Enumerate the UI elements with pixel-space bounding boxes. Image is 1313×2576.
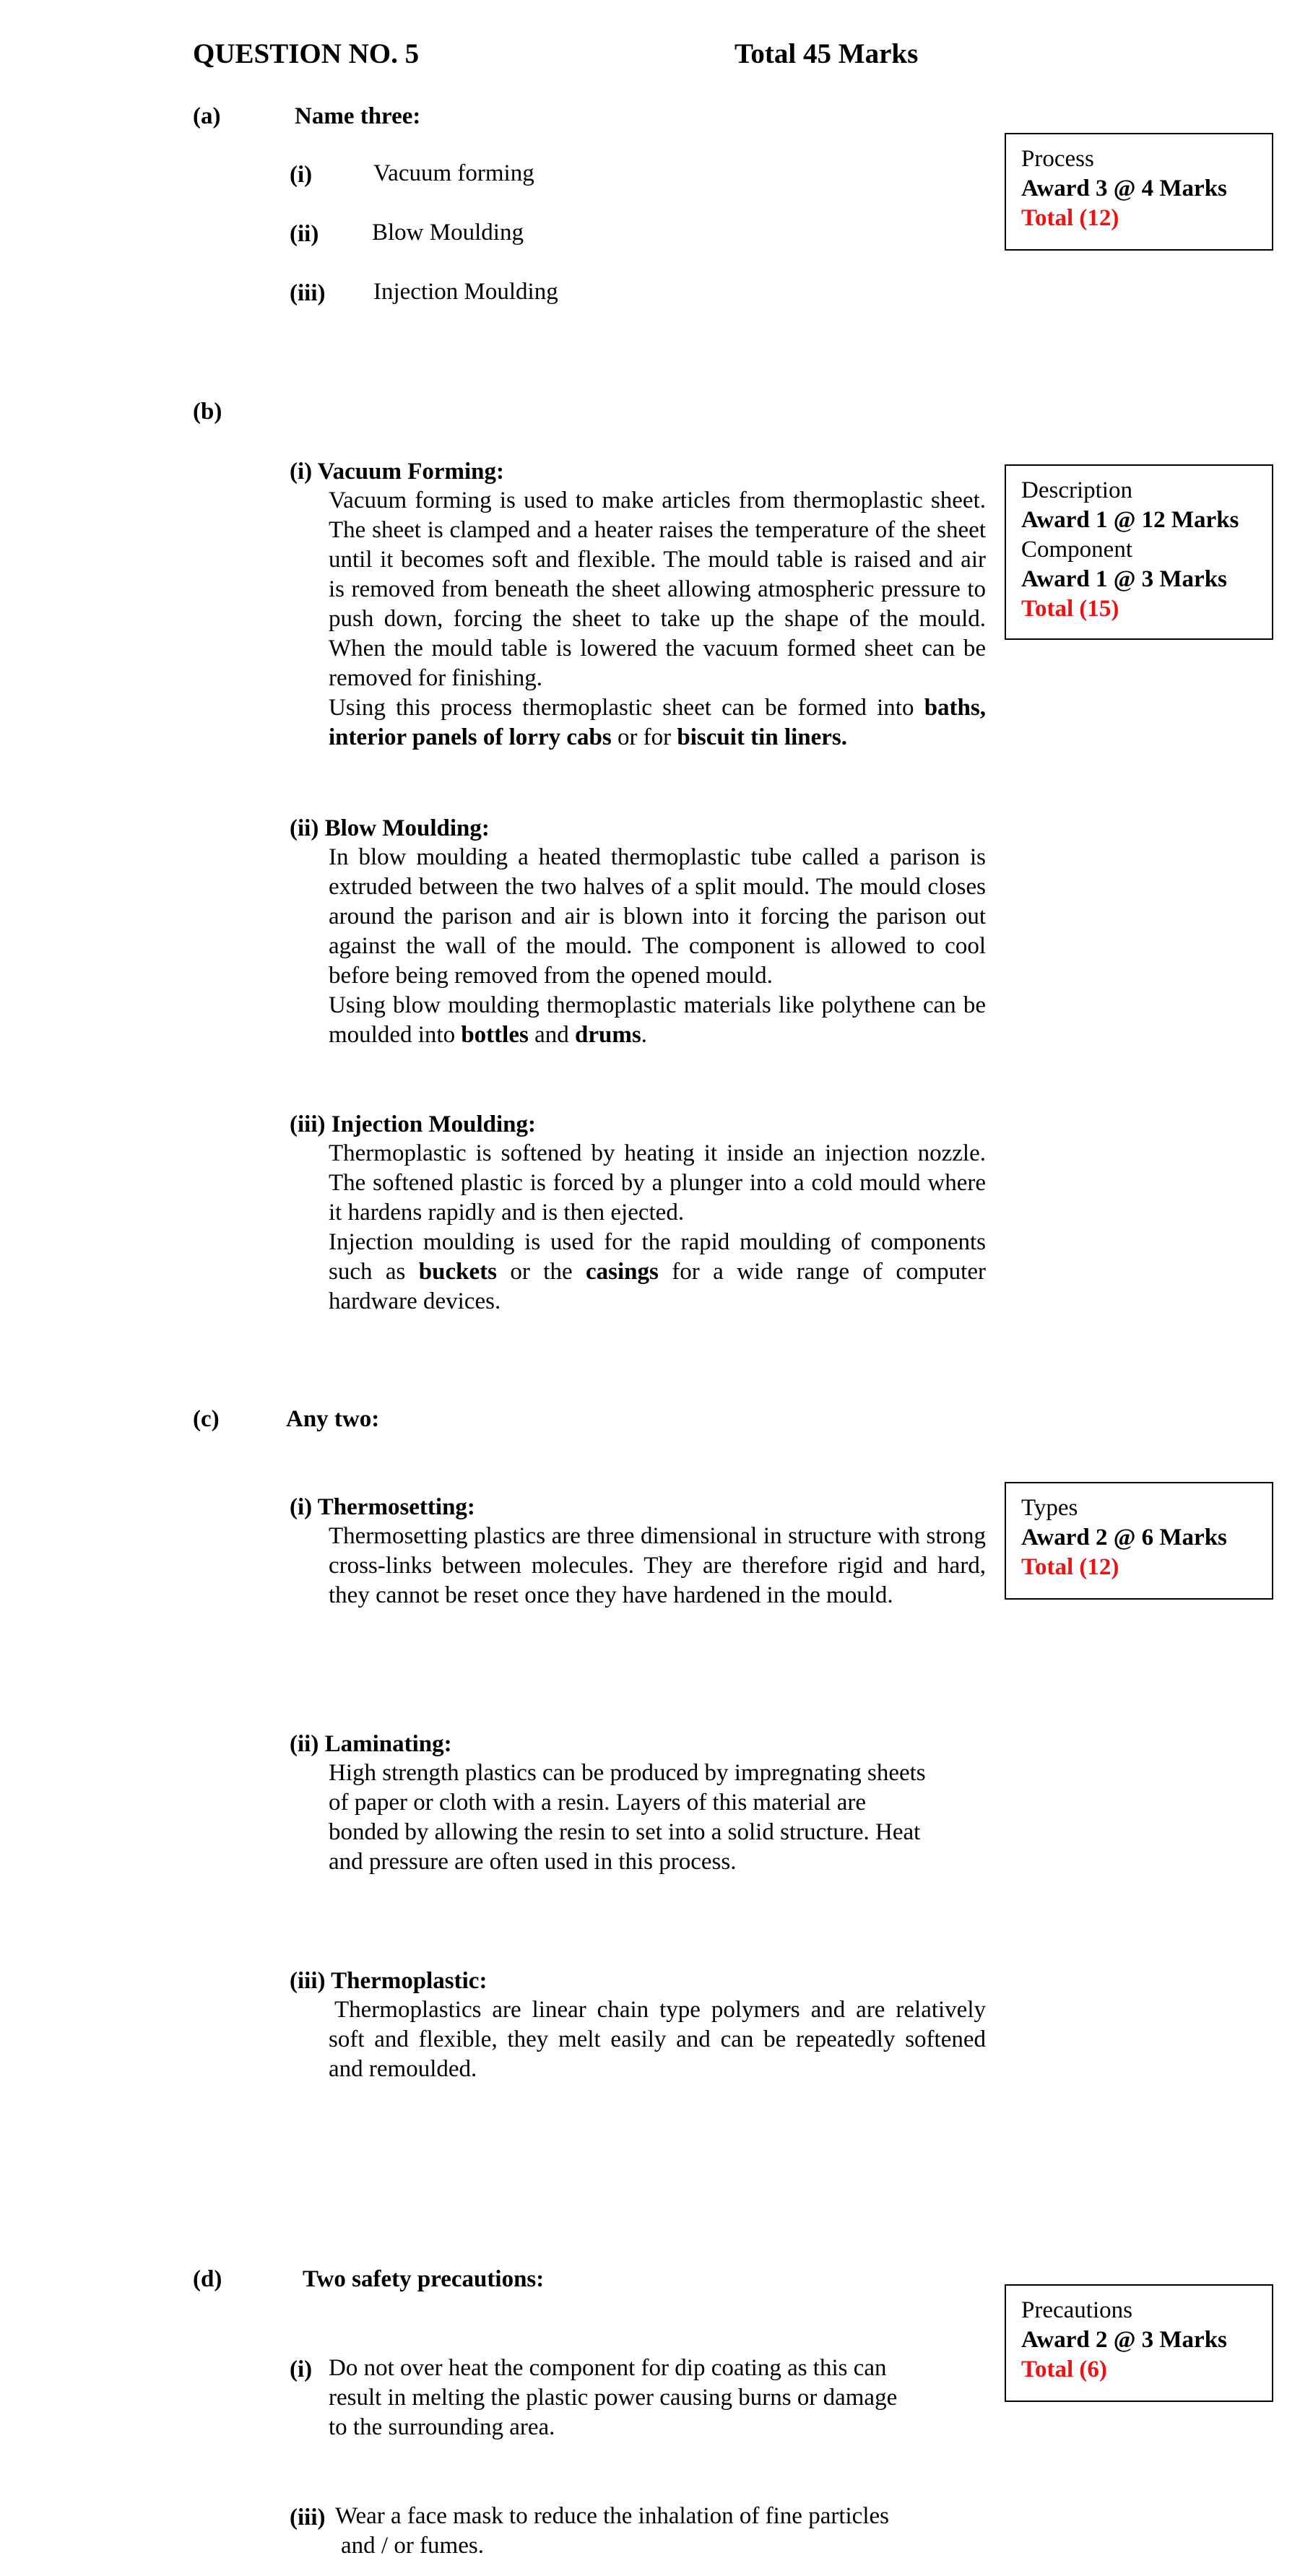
vacuum-forming-title: (i) Vacuum Forming:: [290, 459, 504, 485]
total-marks: Total 45 Marks: [734, 38, 919, 69]
part-a-item-text: Blow Moulding: [372, 220, 524, 246]
marks-award: Award 1 @ 12 Marks: [1021, 507, 1239, 533]
marks-category: Component: [1021, 537, 1132, 563]
part-a-title: Name three:: [295, 103, 421, 129]
injection-moulding-applications: Injection moulding is used for the rapid moulding of components such as buckets or the casings for a wide range of computer hardware devices.: [329, 1229, 986, 1314]
part-a-item-num: (ii): [290, 221, 319, 247]
marks-category: Description: [1021, 477, 1132, 503]
marks-total: Total (6): [1021, 2356, 1107, 2382]
thermoplastic-description: Thermoplastics are linear chain type polymers and are relatively soft and flexible, they melt easily and can be repeatedly softened and remoulded.: [329, 1997, 986, 2082]
part-a-label: (a): [193, 103, 221, 129]
part-a-item-text: Injection Moulding: [373, 279, 558, 305]
marks-total: Total (12): [1021, 1554, 1119, 1580]
part-a-item-num: (i): [290, 162, 313, 188]
question-number: QUESTION NO. 5: [193, 38, 420, 69]
marks-award: Award 1 @ 3 Marks: [1021, 566, 1227, 592]
part-b-label: (b): [193, 399, 222, 425]
blow-moulding-description: In blow moulding a heated thermoplastic tube called a parison is extruded between the two halves of a split mould. The mould closes around the parison and air is blown into it forcing the parison out against the wall of the mould. The component is allowed to cool before being removed from the opened mould.: [329, 844, 986, 989]
laminating-description: High strength plastics can be produced by impregnating sheets of paper or cloth with a resin. Layers of this material are bonded by allowing the resin to set into a solid structure. Heat and pressure are often used in this process.: [329, 1760, 926, 1875]
marks-award: Award 2 @ 3 Marks: [1021, 2327, 1227, 2353]
thermosetting-description: Thermosetting plastics are three dimensional in structure with strong cross-links between molecules. They are therefore rigid and hard, they cannot be reset once they have hardened in the mould.: [329, 1523, 986, 1608]
precaution-text: Do not over heat the component for dip coating as this can result in melting the plastic power causing burns or damage to the surrounding area.: [329, 2355, 898, 2440]
precaution-text: Wear a face mask to reduce the inhalation of fine particles and / or fumes.: [335, 2503, 889, 2559]
laminating-title: (ii) Laminating:: [290, 1731, 452, 1757]
part-b-marks-box: [1005, 464, 1273, 640]
part-a-marks-box: [1005, 133, 1273, 251]
part-c-label: (c): [193, 1406, 220, 1432]
vacuum-forming-applications: Using this process thermoplastic sheet can be formed into baths, interior panels of lorry cabs or for biscuit tin liners.: [329, 695, 986, 750]
marks-total: Total (12): [1021, 205, 1119, 231]
part-d-title: Two safety precautions:: [303, 2266, 545, 2292]
part-c-marks-box: [1005, 1482, 1273, 1600]
injection-moulding-title: (iii) Injection Moulding:: [290, 1111, 537, 1137]
injection-moulding-description: Thermoplastic is softened by heating it inside an injection nozzle. The softened plastic is forced by a plunger into a cold mould where it hardens rapidly and is then ejected.: [329, 1140, 986, 1226]
marks-category: Process: [1021, 146, 1094, 172]
marks-total: Total (15): [1021, 596, 1119, 622]
precaution-num: (iii): [290, 2505, 326, 2531]
marks-category: Types: [1021, 1495, 1078, 1521]
part-d-label: (d): [193, 2266, 222, 2292]
marks-award: Award 2 @ 6 Marks: [1021, 1525, 1227, 1551]
blow-moulding-title: (ii) Blow Moulding:: [290, 815, 490, 841]
part-c-title: Any two:: [286, 1406, 380, 1432]
blow-moulding-applications: Using blow moulding thermoplastic materials like polythene can be moulded into bottles and drums.: [329, 992, 986, 1048]
thermoplastic-title: (iii) Thermoplastic:: [290, 1968, 488, 1994]
precaution-num: (i): [290, 2356, 313, 2382]
part-a-item-num: (iii): [290, 280, 326, 306]
marks-category: Precautions: [1021, 2297, 1132, 2323]
part-a-item-text: Vacuum forming: [373, 160, 534, 186]
part-d-marks-box: [1005, 2284, 1273, 2402]
thermosetting-title: (i) Thermosetting:: [290, 1494, 475, 1520]
vacuum-forming-description: Vacuum forming is used to make articles from thermoplastic sheet. The sheet is clamped and a heater raises the temperature of the sheet until it becomes soft and flexible. The mould table is raised and air is removed from beneath the sheet allowing atmospheric pressure to push down, forcing the sheet to take up the shape of the mould. When the mould table is lowered the vacuum formed sheet can be removed for finishing.: [329, 487, 986, 691]
marks-award: Award 3 @ 4 Marks: [1021, 175, 1227, 201]
